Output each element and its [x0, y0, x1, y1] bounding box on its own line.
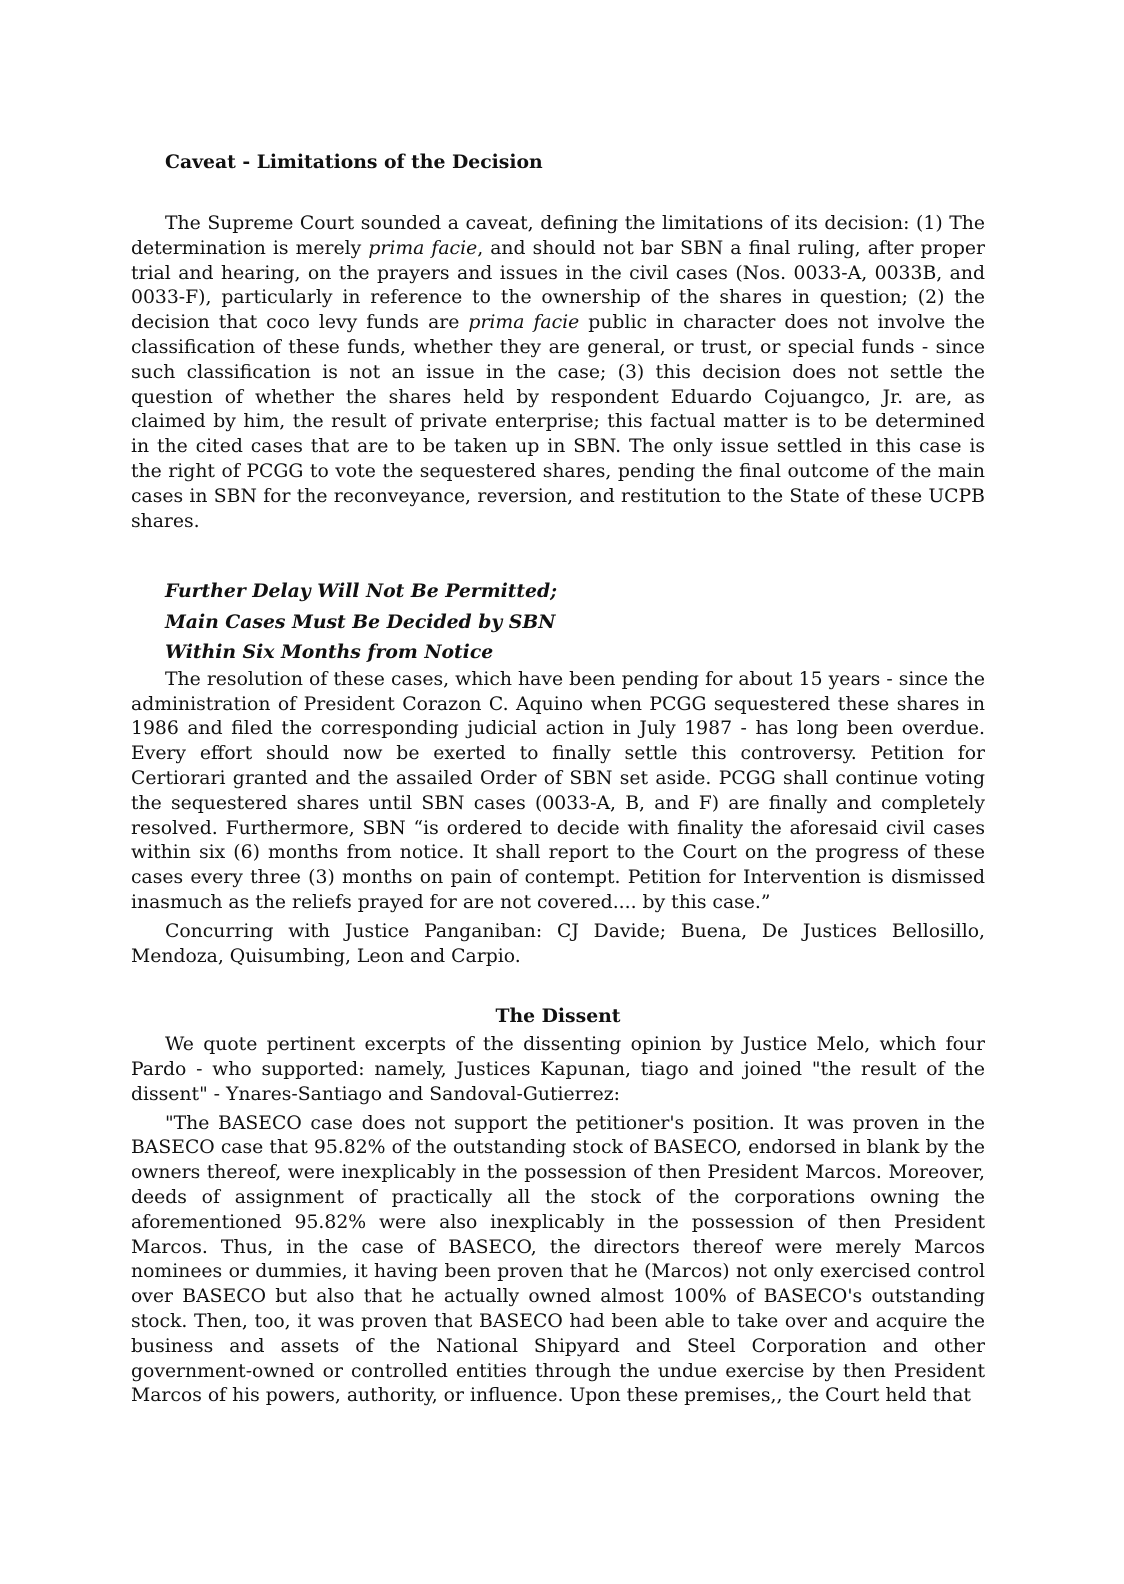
paragraph-delay: The resolution of these cases, which have been pending for about 15 years - since the administration of President Corazon C. Aquino when PCGG sequestered these shares in 1986 and filed the corresponding judicial action in July 1987 - has long been overdue. Every effort should now be exerted to finally settle this controversy. Petition for Certiorari granted and the assailed Order of SBN set aside. PCGG shall continue voting the sequestered shares until SBN cases (0033-A, B, and F) are finally and completely resolved. Furthermore, SBN “is ordered to decide with finality the aforesaid civil cases within six (6) months from notice. It shall report to the Court on the progress of these cases every three (3) months on pain of contempt. Petition for Intervention is dismissed inasmuch as the reliefs prayed for are not covered.... by this case.”: [131, 668, 985, 914]
paragraph-dissent-quote: "The BASECO case does not support the petitioner's position. It was proven in the BASECO case that 95.82% of the outstanding stock of BASECO, endorsed in blank by the owners thereof, were inexplicably in the possession of then President Marcos. Moreover, deeds of assignment of practically all the stock of the corporations owning the aforementioned 95.82% were also inexplicably in the possession of then President Marcos. Thus, in the case of BASECO, the directors thereof were merely Marcos nominees or dummies, it having been proven that he (Marcos) not only exercised control over BASECO but also that he actually owned almost 100% of BASECO's outstanding stock. Then, too, it was proven that BASECO had been able to take over and acquire the business and assets of the National Shipyard and Steel Corporation and other government-owned or controlled entities through the undue exercise by then President Marcos of his powers, authority, or influence. Upon these premises,, the Court held that: [131, 1112, 985, 1407]
heading-line: Main Cases Must Be Decided by SBN: [165, 610, 556, 633]
italic-term: prima facie: [468, 312, 580, 334]
paragraph-caveat: [131, 212, 985, 534]
text-run: , and should not bar SBN a final ruling, after proper trial and hearing, on the prayers and issues in the civil cases (Nos. 0033-A, 0033B, and 0033-F), particularly in reference to the ownership of the shares in question; (2) the decision that coco levy funds are: [131, 237, 985, 334]
section-heading-caveat: Caveat - Limitations of the Decision: [165, 151, 543, 173]
paragraph-concurring: Concurring with Justice Panganiban: CJ Davide; Buena, De Justices Bellosillo, Mendoza, Quisumbing, Leon and Carpio.: [131, 920, 985, 967]
section-heading-dissent: The Dissent: [495, 1005, 621, 1028]
spacer: [131, 969, 985, 1004]
heading-line: Within Six Months from Notice: [165, 641, 494, 664]
section-heading-delay: [131, 576, 985, 668]
heading-line: Further Delay Will Not Be Permitted;: [165, 580, 558, 603]
page-content: [131, 150, 985, 1409]
spacer: [131, 534, 985, 573]
text-run: public in character does not involve the classification of these funds, whether they are general, or trust, or special funds - since such classification is not an issue in the case; (3) this decision does not settle the question of whether the shares held by respondent Eduardo Cojuangco, Jr. are, as claimed by him, the result of private enterprise; this factual matter is to be determined in the cited cases that are to be taken up in SBN. The only issue settled in this case is the right of PCGG to vote the sequestered shares, pending the final outcome of the main cases in SBN for the reconveyance, reversion, and restitution to the State of these UCPB shares.: [131, 312, 985, 532]
spacer: [131, 174, 985, 212]
text-run: The Supreme Court sounded a caveat, defining the limitations of its decision: (1) The determination is merely: [131, 213, 985, 259]
italic-term: prima facie: [368, 237, 478, 259]
paragraph-dissent-intro: We quote pertinent excerpts of the dissenting opinion by Justice Melo, which four Pardo - who supported: namely, Justices Kapunan, tiago and joined "the result of the dissent" - Ynares-Santiago and Sandoval-Gutierrez:: [131, 1034, 985, 1105]
